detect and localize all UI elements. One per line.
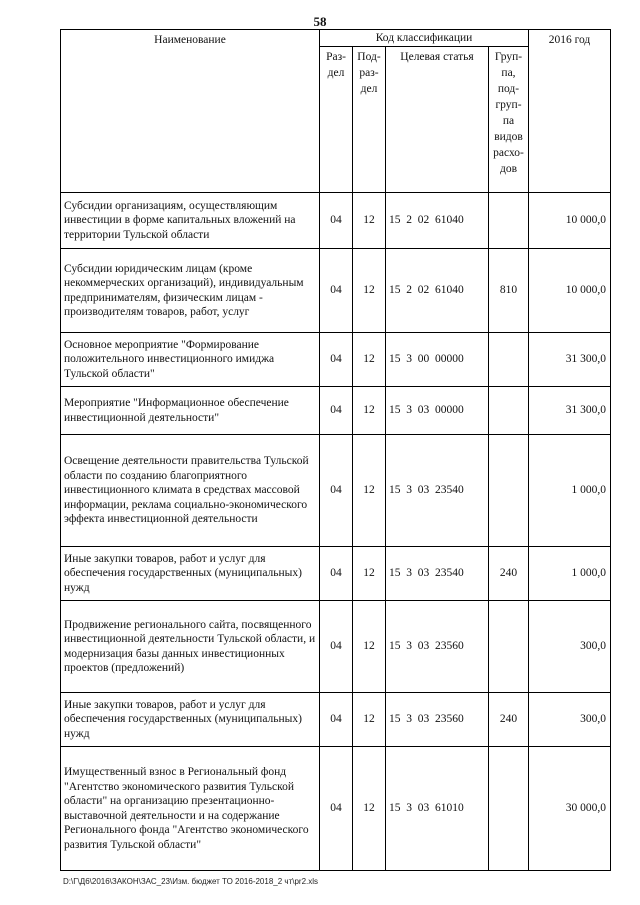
row-target: 15 3 03 23540 — [386, 435, 489, 547]
budget-table — [60, 29, 611, 871]
row-section: 04 — [320, 249, 353, 333]
row-target: 15 2 02 61040 — [386, 193, 489, 249]
row-section: 04 — [320, 435, 353, 547]
header-section: Раз- дел — [320, 47, 353, 193]
header-code-group: Код классификации — [320, 30, 529, 47]
row-expense: 810 — [489, 249, 529, 333]
header-target: Целевая статья — [386, 47, 489, 193]
row-subsection: 12 — [353, 387, 386, 435]
row-name: Освещение деятельности правительства Тульской области по созданию благоприятного инвестиционного климата в средствах массовой информации, реклама социально-экономического эффекта инвестиционной деятельности — [61, 435, 320, 547]
row-name: Основное мероприятие "Формирование положительного инвестиционного имиджа Тульской области" — [61, 333, 320, 387]
row-name: Субсидии организациям, осуществляющим инвестиции в форме капитальных вложений на территории Тульской области — [61, 193, 320, 249]
page-number: 58 — [313, 14, 327, 29]
table-row — [61, 747, 611, 871]
row-subsection: 12 — [353, 249, 386, 333]
row-target: 15 2 02 61040 — [386, 249, 489, 333]
row-section: 04 — [320, 747, 353, 871]
row-subsection: 12 — [353, 601, 386, 693]
row-expense — [489, 193, 529, 249]
row-expense: 240 — [489, 547, 529, 601]
row-amount: 1 000,0 — [529, 547, 611, 601]
table-row — [61, 387, 611, 435]
row-expense — [489, 747, 529, 871]
row-amount: 300,0 — [529, 601, 611, 693]
row-subsection: 12 — [353, 193, 386, 249]
footer-file-path: D:\Г\Д6\2016\ЗАКОН\ЗАС_23\Изм. бюджет ТО 2016-2018_2 чт\pr2.xls — [63, 877, 319, 886]
row-amount: 10 000,0 — [529, 249, 611, 333]
row-section: 04 — [320, 547, 353, 601]
row-amount: 10 000,0 — [529, 193, 611, 249]
row-section: 04 — [320, 193, 353, 249]
row-expense — [489, 333, 529, 387]
row-section: 04 — [320, 333, 353, 387]
row-name: Мероприятие "Информационное обеспечение инвестиционной деятельности" — [61, 387, 320, 435]
row-amount: 300,0 — [529, 693, 611, 747]
row-name: Иные закупки товаров, работ и услуг для обеспечения государственных (муниципальных) нужд — [61, 693, 320, 747]
row-subsection: 12 — [353, 747, 386, 871]
row-expense — [489, 601, 529, 693]
row-target: 15 3 03 23560 — [386, 693, 489, 747]
row-amount: 31 300,0 — [529, 387, 611, 435]
row-target: 15 3 03 61010 — [386, 747, 489, 871]
row-expense — [489, 387, 529, 435]
row-subsection: 12 — [353, 435, 386, 547]
table-row — [61, 435, 611, 547]
row-subsection: 12 — [353, 547, 386, 601]
header-year: 2016 год — [529, 30, 611, 193]
row-expense — [489, 435, 529, 547]
row-amount: 30 000,0 — [529, 747, 611, 871]
header-name: Наименование — [61, 30, 320, 193]
header-expense-type: Груп- па, под- груп- па видов расхо- дов — [489, 47, 529, 193]
row-target: 15 3 03 23560 — [386, 601, 489, 693]
row-target: 15 3 03 00000 — [386, 387, 489, 435]
row-amount: 1 000,0 — [529, 435, 611, 547]
table-row — [61, 547, 611, 601]
row-section: 04 — [320, 387, 353, 435]
row-section: 04 — [320, 693, 353, 747]
row-target: 15 3 00 00000 — [386, 333, 489, 387]
row-section: 04 — [320, 601, 353, 693]
table-row — [61, 193, 611, 249]
row-name: Имущественный взнос в Региональный фонд "Агентство экономического развития Тульской области" на организацию презентационно-выставочной деятельности и на содержание Регионального фонда "Агентство экономического развития Тульской области" — [61, 747, 320, 871]
table-row — [61, 249, 611, 333]
table-row — [61, 333, 611, 387]
row-expense: 240 — [489, 693, 529, 747]
table-row — [61, 601, 611, 693]
row-amount: 31 300,0 — [529, 333, 611, 387]
row-name: Иные закупки товаров, работ и услуг для обеспечения государственных (муниципальных) нужд — [61, 547, 320, 601]
row-subsection: 12 — [353, 693, 386, 747]
row-subsection: 12 — [353, 333, 386, 387]
header-subsection: Под- раз- дел — [353, 47, 386, 193]
row-name: Продвижение регионального сайта, посвященного инвестиционной деятельности Тульской области, и модернизация базы данных инвестиционных проектов (предложений) — [61, 601, 320, 693]
table-row — [61, 693, 611, 747]
row-name: Субсидии юридическим лицам (кроме некоммерческих организаций), индивидуальным предпринимателям, физическим лицам - производителям товаров, работ, услуг — [61, 249, 320, 333]
row-target: 15 3 03 23540 — [386, 547, 489, 601]
